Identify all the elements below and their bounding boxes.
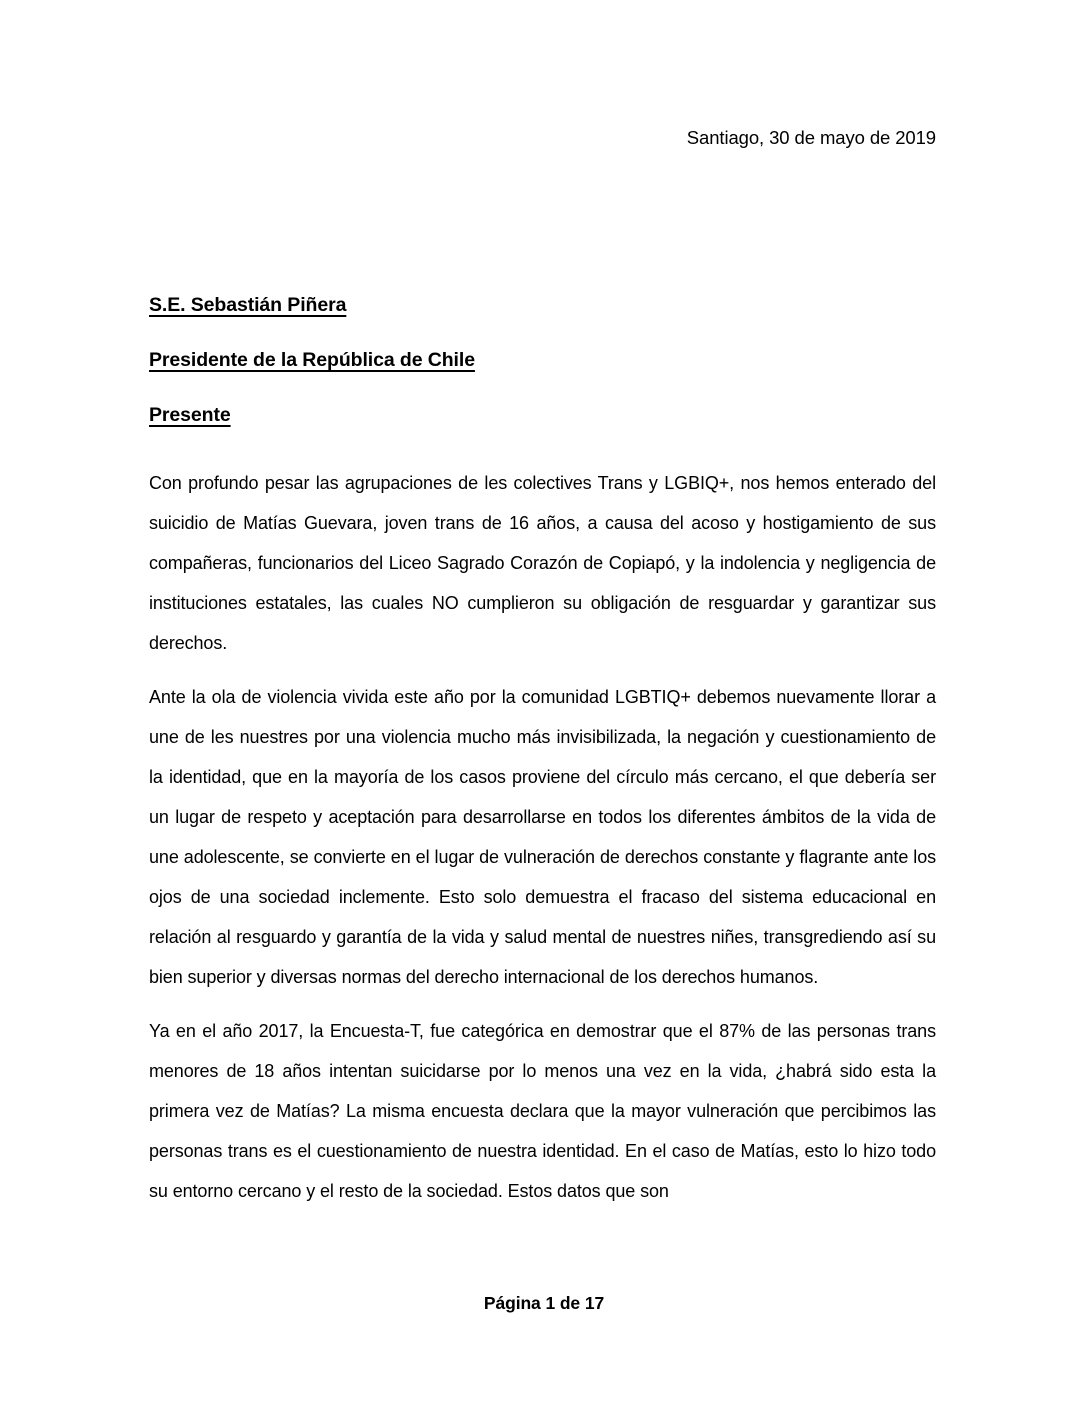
page-footer <box>0 1290 1088 1316</box>
dateline: Santiago, 30 de mayo de 2019 <box>686 127 936 148</box>
body-paragraph-3: Ya en el año 2017, la Encuesta-T, fue categórica en demostrar que el 87% de las personas trans menores de 18 años intentan suicidarse por lo menos una vez en la vida, ¿habrá sido esta la primera vez de Matías? La misma encuesta declara que la mayor vulneración que percibimos las personas trans es el cuestionamiento de nuestra identidad. En el caso de Matías, esto lo hizo todo su entorno cercano y el resto de la sociedad. Estos datos que son <box>149 1021 936 1201</box>
recipient-presente: Presente <box>149 404 231 426</box>
page-number: Página 1 de 17 <box>483 1293 605 1313</box>
body-paragraph-2: Ante la ola de violencia vivida este año por la comunidad LGBTIQ+ debemos nuevamente llorar a une de les nuestres por una violencia mucho más invisibilizada, la negación y cuestionamiento de la identidad, que en la mayoría de los casos proviene del círculo más cercano, el que debería ser un lugar de respeto y aceptación para desarrollarse en todos los diferentes ámbitos de la vida de une adolescente, se convierte en el lugar de vulneración de derechos constante y flagrante ante los ojos de una sociedad inclemente. Esto solo demuestra el fracaso del sistema educacional en relación al resguardo y garantía de la vida y salud mental de nuestres niñes, transgrediendo así su bien superior y diversas normas del derecho internacional de los derechos humanos. <box>149 687 936 987</box>
letter-body <box>149 463 936 1211</box>
body-paragraph-1: Con profundo pesar las agrupaciones de les colectives Trans y LGBIQ+, nos hemos enterado del suicidio de Matías Guevara, joven trans de 16 años, a causa del acoso y hostigamiento de sus compañeras, funcionarios del Liceo Sagrado Corazón de Copiapó, y la indolencia y negligencia de instituciones estatales, las cuales NO cumplieron su obligación de resguardar y garantizar sus derechos. <box>149 473 936 653</box>
recipient-block <box>149 292 936 428</box>
letter-content <box>149 0 936 1225</box>
recipient-name: S.E. Sebastián Piñera <box>149 294 347 316</box>
recipient-title: Presidente de la República de Chile <box>149 349 475 371</box>
